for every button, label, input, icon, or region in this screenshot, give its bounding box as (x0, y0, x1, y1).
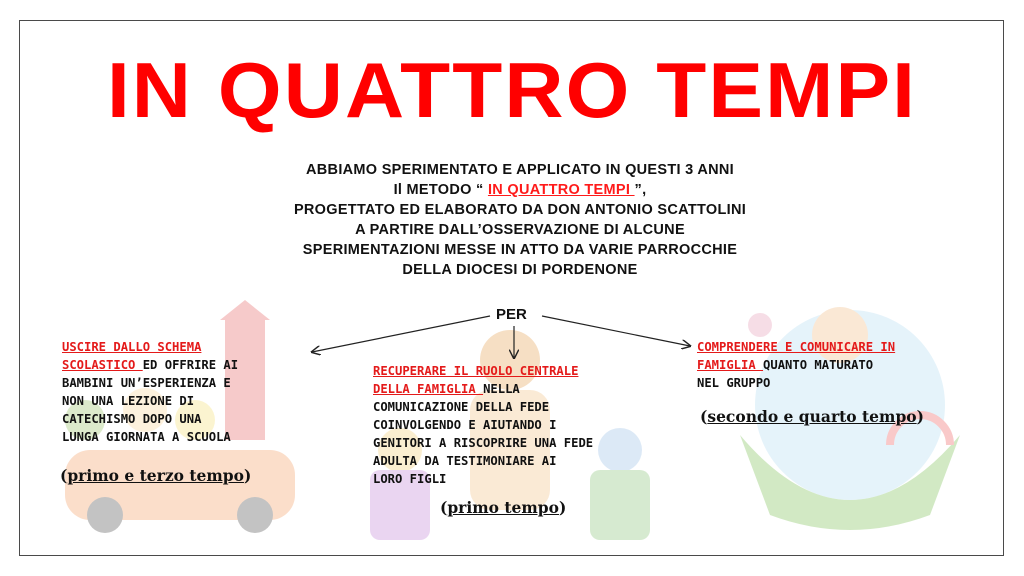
middle-line-2 (373, 380, 653, 398)
right-tempo-open: ( (700, 407, 708, 426)
middle-tempo-label (440, 498, 566, 517)
left-line: BAMBINI UN’ESPERIENZA E (62, 376, 231, 390)
intro-line-6: DELLA DIOCESI DI PORDENONE (402, 262, 638, 278)
middle-tempo-text: primo tempo (447, 498, 559, 517)
middle-line-2-rest: NELLA (483, 382, 520, 396)
left-red-line-2: SCOLASTICO (62, 358, 143, 372)
middle-red-line-2: DELLA FAMIGLIA (373, 382, 484, 396)
middle-line: COMUNICAZIONE DELLA FEDE (373, 400, 550, 414)
intro-line-5: SPERIMENTAZIONI MESSE IN ATTO DA VARIE PARROCCHIE (302, 242, 738, 258)
left-tempo-text: primo e terzo tempo (67, 466, 244, 485)
middle-line: GENITORI A RISCOPRIRE UNA FEDE (373, 436, 594, 450)
middle-line: COINVOLGENDO E AIUTANDO I (373, 418, 557, 432)
intro-line-4: A PARTIRE DALL’OSSERVAZIONE DI ALCUNE (355, 222, 685, 238)
right-red-line-2: FAMIGLIA (697, 358, 764, 372)
right-tempo-text: secondo e quarto tempo (707, 407, 917, 426)
right-line-2 (697, 356, 977, 374)
left-tempo-close: ) (243, 466, 252, 485)
right-line-2-rest: QUANTO MATURATO (763, 358, 874, 372)
per-label: PER (496, 306, 527, 323)
left-column (62, 338, 312, 446)
right-tempo-label (700, 407, 924, 426)
left-tempo-open: ( (60, 466, 68, 485)
middle-tempo-close: ) (558, 498, 567, 517)
page-title: IN QUATTRO TEMPI (106, 46, 918, 134)
middle-tempo-open: ( (440, 498, 448, 517)
intro-line-2-post: ”, (634, 182, 647, 198)
left-line: CATECHISMO DOPO UNA (62, 412, 202, 426)
left-line: LUNGA GIORNATA A SCUOLA (62, 430, 231, 444)
left-line-2 (62, 356, 312, 374)
intro-line-2-pre: Il METODO “ (393, 182, 488, 198)
middle-line: LORO FIGLI (373, 472, 447, 486)
right-line: NEL GRUPPO (697, 376, 771, 390)
right-column (697, 338, 977, 392)
left-line: NON UNA LEZIONE DI (62, 394, 195, 408)
intro-method-highlight: IN QUATTRO TEMPI (487, 182, 635, 198)
left-line-2-rest: ED OFFRIRE AI (142, 358, 239, 372)
middle-line: ADULTA DA TESTIMONIARE AI (373, 454, 557, 468)
middle-red-line-1: RECUPERARE IL RUOLO CENTRALE (373, 364, 579, 378)
left-red-line-1: USCIRE DALLO SCHEMA (62, 340, 202, 354)
intro-line-1: ABBIAMO SPERIMENTATO E APPLICATO IN QUESTI 3 ANNI (306, 162, 734, 178)
middle-column (373, 362, 653, 488)
right-tempo-close: ) (916, 407, 924, 426)
intro-line-3: PROGETTATO ED ELABORATO DA DON ANTONIO SCATTOLINI (293, 202, 747, 218)
left-tempo-label (60, 466, 251, 485)
right-red-line-1: COMPRENDERE E COMUNICARE IN (697, 340, 896, 354)
